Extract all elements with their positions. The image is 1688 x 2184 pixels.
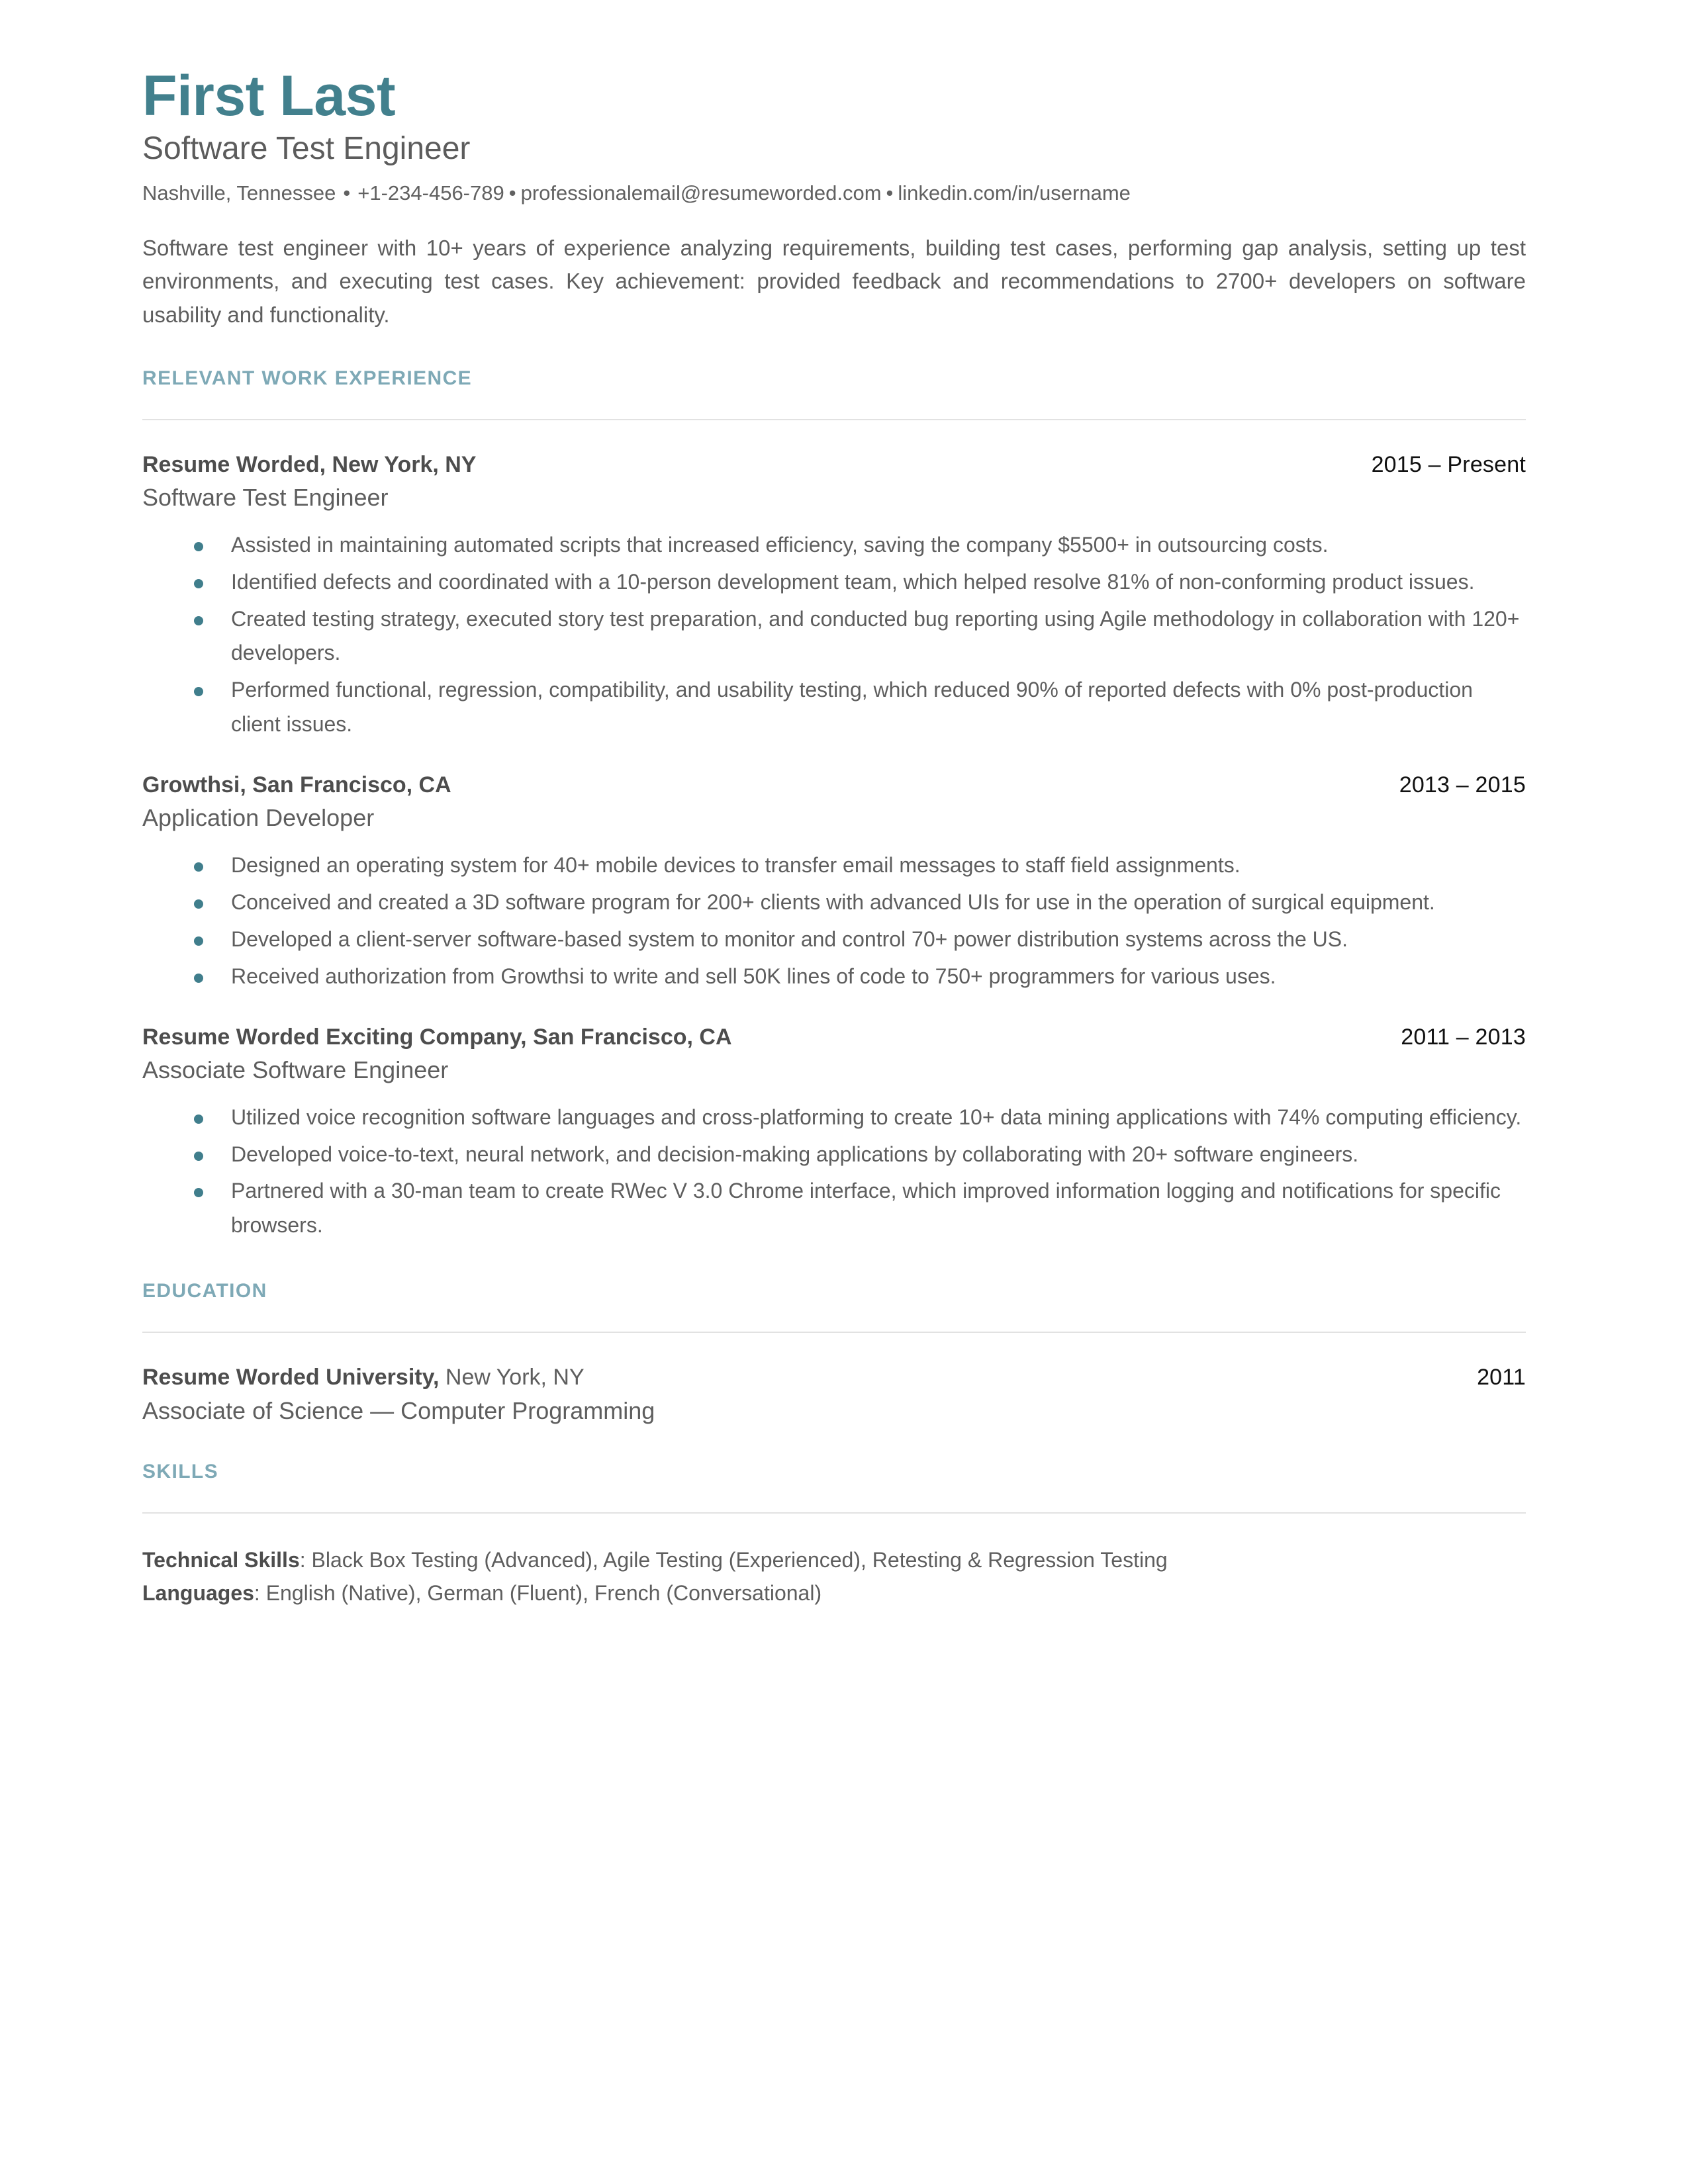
list-item: [194, 1138, 1526, 1172]
section-title-experience: RELEVANT WORK EXPERIENCE: [142, 367, 473, 389]
section-divider-experience: [142, 419, 1526, 420]
education-entry: [142, 1363, 1526, 1426]
experience-entry: [142, 1023, 1526, 1244]
candidate-name: First Last: [142, 64, 396, 128]
education-dates: 2011: [1477, 1365, 1526, 1390]
experience-entry-header: [142, 771, 1526, 799]
resume-header: [142, 66, 1526, 332]
experience-organization: Resume Worded Exciting Company, San Francisco, CA: [142, 1024, 732, 1050]
contact-separator-3: •: [886, 181, 894, 205]
bullet-text: Received authorization from Growthsi to write and sell 50K lines of code to 750+ programmers for various uses.: [231, 964, 1276, 988]
skills-languages-label: Languages: [142, 1581, 254, 1606]
experience-bullet-list: [142, 528, 1526, 742]
list-item: [194, 848, 1526, 883]
bullet-dot-icon: [194, 542, 203, 551]
contact-linkedin[interactable]: linkedin.com/in/username: [898, 181, 1131, 205]
contact-separator-2: •: [508, 181, 516, 205]
list-item: [194, 565, 1526, 600]
skills-languages-line: [142, 1577, 1526, 1610]
list-item: [194, 602, 1526, 671]
section-divider-skills: [142, 1512, 1526, 1514]
experience-organization: Growthsi, San Francisco, CA: [142, 772, 451, 797]
contact-phone: +1-234-456-789: [357, 181, 504, 205]
experience-role: Associate Software Engineer: [142, 1056, 449, 1084]
list-item: [194, 1174, 1526, 1243]
contact-email[interactable]: professionalemail@resumeworded.com: [520, 181, 882, 205]
section-education: [142, 1280, 1526, 1426]
bullet-text: Utilized voice recognition software languages and cross-platforming to create 10+ data mining applications with 74% computing efficiency.: [231, 1105, 1522, 1129]
bullet-dot-icon: [194, 579, 203, 588]
spacer: [142, 997, 1526, 1023]
education-degree: Associate of Science — Computer Programming: [142, 1396, 655, 1424]
section-experience: [142, 367, 1526, 1243]
bullet-dot-icon: [194, 1188, 203, 1197]
skills-languages-value: : English (Native), German (Fluent), French (Conversational): [254, 1581, 822, 1606]
contact-line: [142, 180, 1526, 206]
spacer: [142, 745, 1526, 771]
bullet-text: Assisted in maintaining automated scripts that increased efficiency, saving the company $5500+ in outsourcing costs.: [231, 532, 1329, 557]
experience-dates: 2015 – Present: [1371, 451, 1526, 477]
experience-bullet-list: [142, 848, 1526, 993]
list-item: [194, 886, 1526, 920]
experience-organization: Resume Worded, New York, NY: [142, 451, 477, 477]
contact-separator-1: •: [343, 181, 351, 205]
bullet-text: Developed voice-to-text, neural network, and decision-making applications by collaborating with 20+ software engineers.: [231, 1142, 1359, 1166]
experience-dates: 2013 – 2015: [1399, 772, 1526, 797]
section-title-skills: SKILLS: [142, 1461, 219, 1483]
experience-bullet-list: [142, 1101, 1526, 1243]
education-school-name: Resume Worded University,: [142, 1365, 440, 1390]
section-skills: [142, 1461, 1526, 1610]
education-entry-header: [142, 1363, 1526, 1392]
bullet-dot-icon: [194, 1152, 203, 1161]
skills-technical-line: [142, 1544, 1526, 1577]
contact-location: Nashville, Tennessee: [142, 181, 336, 205]
list-item: [194, 1101, 1526, 1135]
skills-technical-value: : Black Box Testing (Advanced), Agile Testing (Experienced), Retesting & Regression Testing: [299, 1548, 1168, 1572]
bullet-text: Developed a client-server software-based system to monitor and control 70+ power distribution systems across the US.: [231, 927, 1348, 951]
bullet-text: Conceived and created a 3D software program for 200+ clients with advanced UIs for use in the operation of surgical equipment.: [231, 890, 1435, 915]
list-item: [194, 923, 1526, 957]
education-school: [142, 1363, 585, 1392]
list-item: [194, 528, 1526, 563]
bullet-text: Created testing strategy, executed story test preparation, and conducted bug reporting using Agile methodology in collaboration with 120+ developers.: [231, 606, 1520, 665]
section-divider-education: [142, 1332, 1526, 1333]
experience-entry-header: [142, 1023, 1526, 1052]
section-title-education: EDUCATION: [142, 1280, 267, 1302]
experience-entry-header: [142, 451, 1526, 479]
bullet-dot-icon: [194, 862, 203, 872]
experience-dates: 2011 – 2013: [1401, 1024, 1526, 1050]
list-item: [194, 960, 1526, 994]
resume-content: [142, 66, 1526, 1610]
experience-entry: [142, 451, 1526, 742]
experience-entry: [142, 771, 1526, 994]
bullet-dot-icon: [194, 974, 203, 983]
professional-summary: Software test engineer with 10+ years of experience analyzing requirements, building test cases, performing gap analysis, setting up test environments, and executing test cases. Key achievement: provided feedback and recommendations to 2700+ developers on software usability and functionality.: [142, 236, 1526, 327]
bullet-dot-icon: [194, 687, 203, 696]
experience-role: Application Developer: [142, 804, 375, 832]
skills-technical-label: Technical Skills: [142, 1548, 300, 1572]
bullet-dot-icon: [194, 899, 203, 909]
bullet-text: Partnered with a 30-man team to create RWec V 3.0 Chrome interface, which improved information logging and notifications for specific browsers.: [231, 1179, 1501, 1238]
bullet-dot-icon: [194, 936, 203, 946]
spacer: [142, 1426, 1526, 1461]
bullet-text: Designed an operating system for 40+ mobile devices to transfer email messages to staff field assignments.: [231, 853, 1241, 878]
candidate-job-title: Software Test Engineer: [142, 131, 471, 167]
list-item: [194, 673, 1526, 742]
spacer: [142, 1246, 1526, 1280]
bullet-dot-icon: [194, 616, 203, 625]
bullet-text: Performed functional, regression, compatibility, and usability testing, which reduced 90% of reported defects with 0% post-production client issues.: [231, 678, 1473, 737]
experience-role: Software Test Engineer: [142, 484, 389, 512]
education-school-location: New York, NY: [439, 1365, 585, 1390]
bullet-dot-icon: [194, 1115, 203, 1124]
bullet-text: Identified defects and coordinated with a 10-person development team, which helped resolve 81% of non-conforming product issues.: [231, 569, 1475, 594]
